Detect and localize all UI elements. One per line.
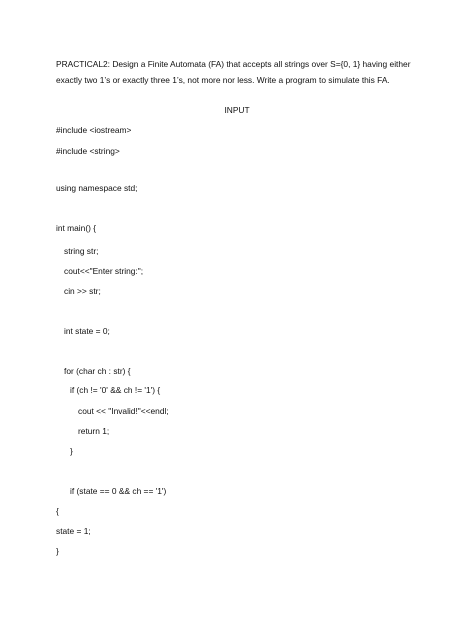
code-line: }	[70, 446, 73, 456]
code-line: if (state == 0 && ch == '1')	[70, 486, 167, 496]
code-line: int state = 0;	[64, 326, 110, 336]
code-line: using namespace std;	[56, 183, 138, 193]
practical-description: PRACTICAL2: Design a Finite Automata (FA) that accepts all strings over S={0, 1} having either exactly two 1’s or exactly three 1’s, not more nor less. Write a program to simulate this FA.	[56, 59, 411, 85]
code-line: #include <iostream>	[56, 125, 132, 135]
code-line: {	[56, 506, 59, 516]
code-line: cout << "Invalid!"<<endl;	[78, 406, 169, 416]
code-line: }	[56, 546, 59, 556]
code-line: string str;	[64, 246, 99, 256]
code-line: if (ch != '0' && ch != '1') {	[70, 385, 161, 395]
code-line: for (char ch : str) {	[64, 366, 131, 376]
code-line: cout<<"Enter string:";	[64, 266, 144, 276]
code-line: cin >> str;	[64, 286, 101, 296]
code-line: state = 1;	[56, 526, 91, 536]
code-line: return 1;	[78, 426, 110, 436]
code-line: #include <string>	[56, 146, 120, 156]
code-line: int main() {	[56, 223, 97, 233]
input-heading: INPUT	[224, 105, 250, 115]
